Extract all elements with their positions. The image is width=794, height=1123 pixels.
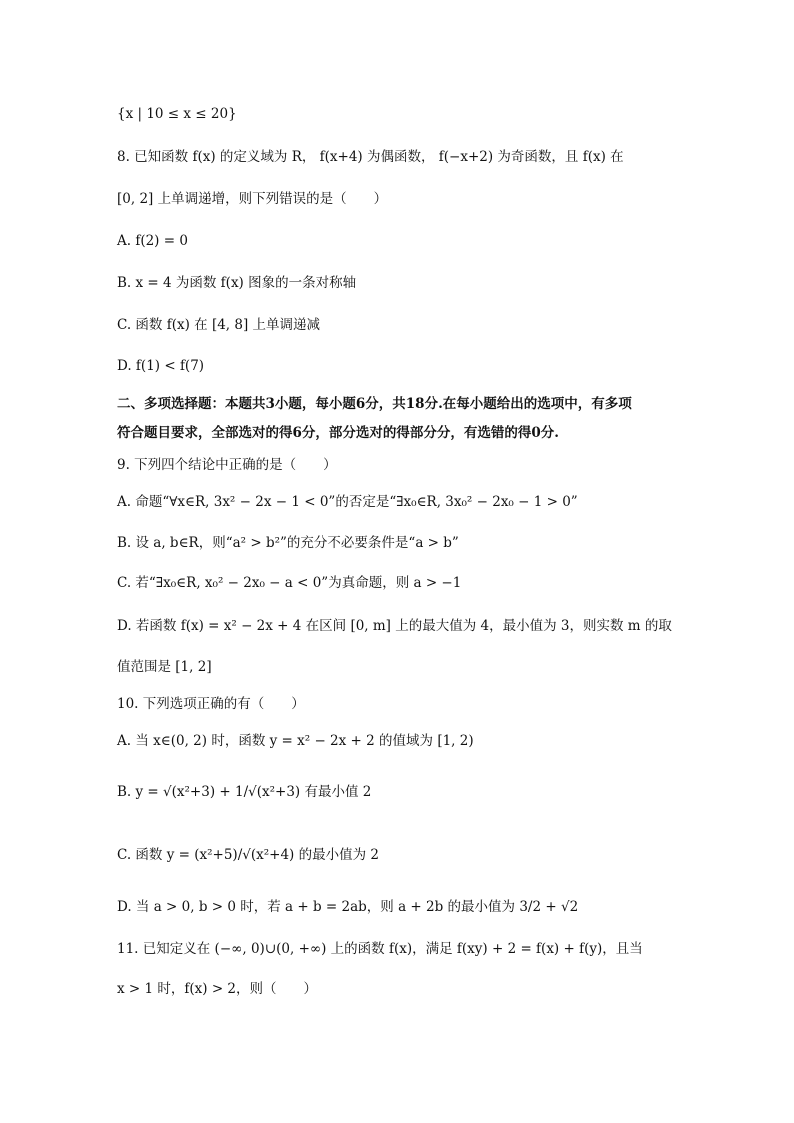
- q9-option-d-cont: 值范围是 [1, 2]: [117, 659, 212, 675]
- q8-option-c: C. 函数 f(x) 在 [4, 8] 上单调递减: [117, 317, 321, 333]
- question-10-stem: 10. 下列选项正确的有（ ）: [117, 696, 305, 712]
- question-11-stem-cont: x > 1 时，f(x) > 2，则（ ）: [117, 981, 318, 997]
- section-2-heading-cont: 符合题目要求，全部选对的得6分，部分选对的得部分分，有选错的得0分.: [117, 425, 559, 441]
- q10-option-a: A. 当 x∈(0, 2) 时，函数 y = x² − 2x + 2 的值域为 [1, 2): [117, 733, 474, 749]
- q10-option-c: C. 函数 y = (x²+5)/√(x²+4) 的最小值为 2: [117, 847, 379, 863]
- question-11-stem: 11. 已知定义在 (−∞, 0)∪(0, +∞) 上的函数 f(x)，满足 f(xy) + 2 = f(x) + f(y)，且当: [117, 941, 643, 957]
- q8-option-b: B. x = 4 为函数 f(x) 图象的一条对称轴: [117, 275, 357, 291]
- q9-option-c: C. 若“∃x₀∈R, x₀² − 2x₀ − a < 0”为真命题，则 a > −1: [117, 575, 462, 591]
- q9-option-a: A. 命题“∀x∈R, 3x² − 2x − 1 < 0”的否定是“∃x₀∈R, 3x₀² − 2x₀ − 1 > 0”: [117, 494, 578, 510]
- q9-option-d: D. 若函数 f(x) = x² − 2x + 4 在区间 [0, m] 上的最大值为 4，最小值为 3，则实数 m 的取: [117, 618, 672, 634]
- question-9-stem: 9. 下列四个结论中正确的是（ ）: [117, 457, 337, 473]
- question-8-stem: 8. 已知函数 f(x) 的定义域为 R， f(x+4) 为偶函数， f(−x+2) 为奇函数，且 f(x) 在: [117, 149, 624, 165]
- q8-option-a: A. f(2) = 0: [117, 233, 188, 249]
- q10-option-d: D. 当 a > 0, b > 0 时，若 a + b = 2ab，则 a + 2b 的最小值为 3/2 + √2: [117, 899, 579, 915]
- continued-answer-set: {x | 10 ≤ x ≤ 20}: [117, 106, 237, 122]
- q10-option-b: B. y = √(x²+3) + 1/√(x²+3) 有最小值 2: [117, 784, 372, 800]
- section-2-heading: 二、多项选择题：本题共3小题，每小题6分，共18分.在每小题给出的选项中，有多项: [117, 396, 632, 412]
- question-8-stem-cont: [0, 2] 上单调递增，则下列错误的是（ ）: [117, 191, 388, 207]
- q9-option-b: B. 设 a, b∈R，则“a² > b²”的充分不必要条件是“a > b”: [117, 535, 459, 551]
- q8-option-d: D. f(1) < f(7): [117, 358, 205, 374]
